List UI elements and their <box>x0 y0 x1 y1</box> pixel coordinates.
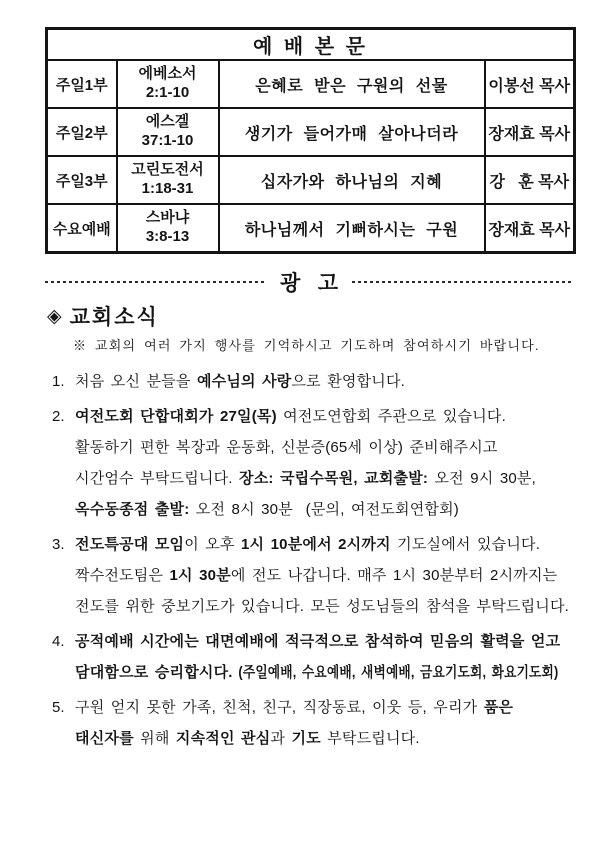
announcement-list <box>45 366 573 754</box>
scripture-book: 에베소서 <box>138 65 197 83</box>
scripture-ref: 1:18-31 <box>141 180 194 197</box>
church-news-title: 교회소식 <box>69 306 159 329</box>
announcement-number: 2. <box>52 408 65 425</box>
service-cell: 주일1부 <box>47 60 117 108</box>
church-news-heading <box>45 301 573 331</box>
pastor-cell: 강 훈 목사 <box>485 156 575 204</box>
announcement-item <box>45 401 573 525</box>
announcement-number: 1. <box>52 373 65 390</box>
scripture-book: 에스겔 <box>145 113 190 131</box>
scripture-cell <box>117 156 219 204</box>
scripture-cell <box>117 60 219 108</box>
pastor-cell: 장재효 목사 <box>485 108 575 156</box>
church-news-note: ※ 교회의 여러 가지 행사를 기억하시고 기도하며 참여하시기 바랍니다. <box>73 338 540 353</box>
announcement-item <box>45 529 573 622</box>
sermon-title-cell: 십자가와 하나님의 지혜 <box>219 156 485 204</box>
scripture-book: 스바냐 <box>145 209 190 227</box>
announcements-divider <box>45 269 573 295</box>
pastor-cell: 장재효 목사 <box>485 204 575 253</box>
service-cell: 주일2부 <box>47 108 117 156</box>
table-row <box>47 108 575 156</box>
table-header-row <box>47 29 575 61</box>
table-row <box>47 60 575 108</box>
announcement-line: 여전도회 단합대회가 27일(목) 여전도연합회 주관으로 있습니다. <box>75 408 506 425</box>
scripture-book: 고린도전서 <box>131 161 204 179</box>
announcement-line: 구원 얻지 못한 가족, 친척, 친구, 직장동료, 이웃 등, 우리가 품은 <box>75 699 514 716</box>
dashed-line-right <box>352 281 573 283</box>
table-row <box>47 204 575 253</box>
service-cell: 주일3부 <box>47 156 117 204</box>
worship-scripture-table <box>45 27 576 254</box>
announcement-line: 전도특공대 모임이 오후 1시 10분에서 2시까지 기도실에서 있습니다. <box>75 536 541 553</box>
announcement-line: 처음 오신 분들을 예수님의 사랑으로 환영합니다. <box>75 373 406 390</box>
announcement-line: 시간엄수 부탁드립니다. 장소: 국립수목원, 교회출발: 오전 9시 30분, <box>75 470 536 487</box>
announcement-number: 5. <box>52 699 65 716</box>
pastor-cell: 이봉선 목사 <box>485 60 575 108</box>
announcement-line: 전도를 위한 중보기도가 있습니다. 모든 성도님들의 참석을 부탁드립니다. <box>75 598 570 615</box>
scripture-cell <box>117 108 219 156</box>
announcement-line: 옥수동종점 출발: 오전 8시 30분 (문의, 여전도회연합회) <box>75 501 459 518</box>
scripture-ref: 3:8-13 <box>145 228 190 245</box>
announcement-number: 4. <box>52 633 65 650</box>
announcement-line: 공적예배 시간에는 대면예배에 적극적으로 참석하여 믿음의 활력을 얻고 <box>75 633 561 650</box>
announcement-line: 활동하기 편한 복장과 운동화, 신분증(65세 이상) 준비해주시고 <box>75 439 498 456</box>
sermon-title-cell: 은혜로 받은 구원의 선물 <box>219 60 485 108</box>
sermon-title-cell: 하나님께서 기뻐하시는 구원 <box>219 204 485 253</box>
announcement-item <box>45 692 573 754</box>
dashed-line-left <box>45 281 266 283</box>
announcement-item <box>45 626 573 688</box>
divider-label: 광 고 <box>279 272 339 295</box>
scripture-ref: 2:1-10 <box>145 84 190 101</box>
announcement-line: 태신자를 위해 지속적인 관심과 기도 부탁드립니다. <box>75 730 420 747</box>
scripture-cell <box>117 204 219 253</box>
diamond-icon: ◈ <box>47 305 62 327</box>
announcement-number: 3. <box>52 536 65 553</box>
announcement-line: 짝수전도팀은 1시 30분에 전도 나갑니다. 매주 1시 30분부터 2시까지는 <box>75 567 558 584</box>
announcement-line: 담대함으로 승리합시다. (주일예배, 수요예배, 새벽예배, 금요기도회, 화요기도회) <box>75 664 559 681</box>
service-cell: 수요예배 <box>47 204 117 253</box>
table-title: 예 배 본 문 <box>47 29 575 61</box>
scripture-ref: 37:1-10 <box>141 132 194 149</box>
announcement-item <box>45 366 573 397</box>
table-row <box>47 156 575 204</box>
sermon-title-cell: 생기가 들어가매 살아나더라 <box>219 108 485 156</box>
